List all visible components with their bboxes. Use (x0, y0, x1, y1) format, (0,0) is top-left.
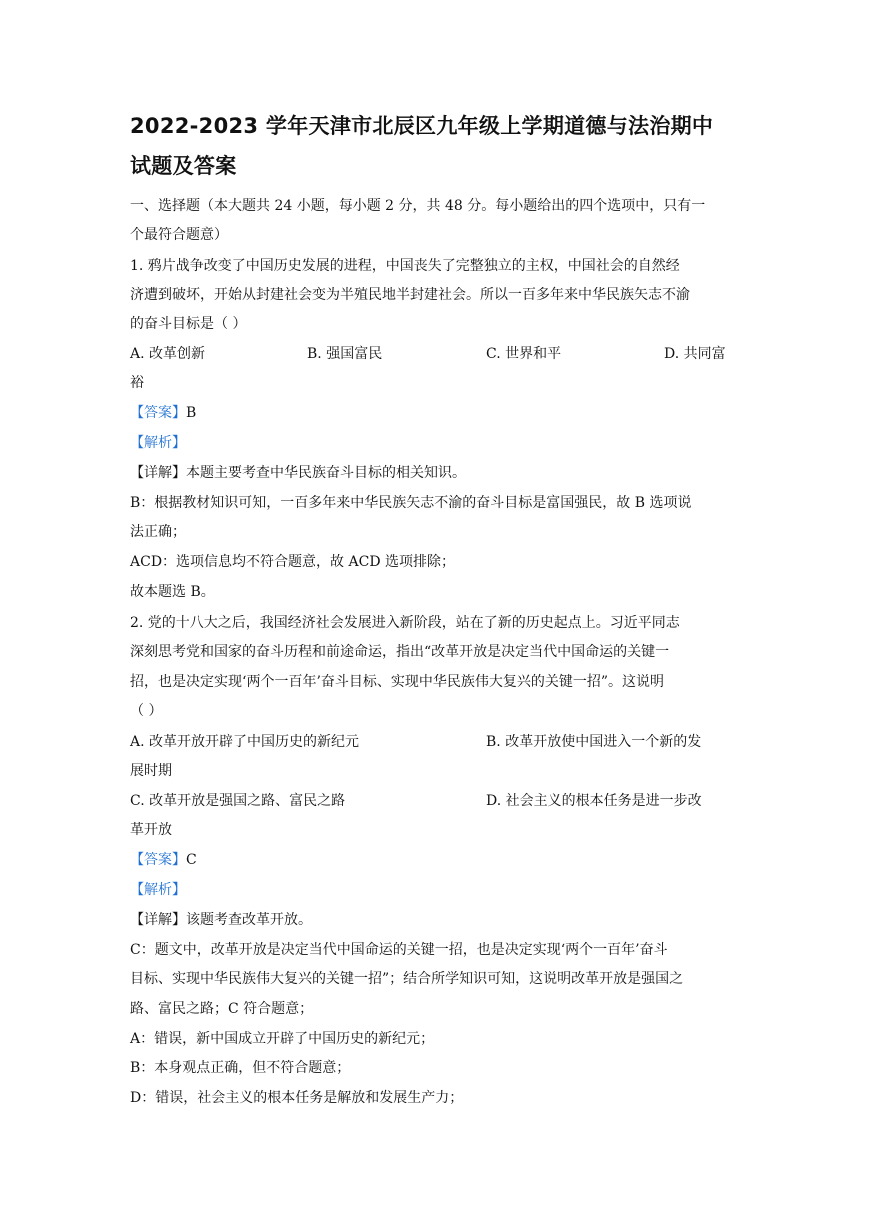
q2-explanation-line-1: C：题文中，改革开放是决定当代中国命运的关键一招，也是决定实现‘两个一百年’奋斗 (130, 942, 668, 958)
q1-explanation-line-1: B：根据教材知识可知，一百多年来中华民族矢志不渝的奋斗目标是富国强民，故 B 选项说 (130, 495, 692, 511)
q2-option-a: A. 改革开放开辟了中国历史的新纪元 (130, 734, 360, 750)
q2-option-d-continued: 革开放 (130, 822, 172, 838)
q2-explanation-line-6: D：错误，社会主义的根本任务是解放和发展生产力； (130, 1090, 464, 1106)
q1-option-b: B. 强国富民 (307, 346, 383, 362)
q1-explanation-line-2: 法正确； (130, 524, 186, 540)
q1-stem-line-3: 的奋斗目标是（ ） (130, 316, 247, 332)
q2-detail-text: 该题考查改革开放。 (186, 912, 312, 928)
document-title-line-1: 2022-2023 学年天津市北辰区九年级上学期道德与法治期中 (130, 114, 714, 138)
q2-answer-label: 【答案】 (130, 852, 186, 868)
q1-answer (130, 403, 742, 423)
q1-detail (130, 463, 742, 483)
q2-stem-line-3: 招，也是决定实现‘两个一百年’奋斗目标、实现中华民族伟大复兴的关键一招”。这说明 (130, 674, 665, 690)
q1-option-a: A. 改革创新 (130, 346, 206, 362)
q2-answer (130, 850, 742, 870)
q1-option-c: C. 世界和平 (486, 346, 562, 362)
q1-explanation-line-4: 故本题选 B。 (130, 584, 215, 600)
q2-option-b-continued: 展时期 (130, 763, 172, 779)
section-header-line-1: 一、选择题（本大题共 24 小题，每小题 2 分，共 48 分。每小题给出的四个选项中，只有一 (130, 198, 706, 214)
q1-detail-text: 本题主要考查中华民族奋斗目标的相关知识。 (186, 465, 466, 481)
q2-stem-line-2: 深刻思考党和国家的奋斗历程和前途命运，指出“改革开放是决定当代中国命运的关键一 (130, 644, 670, 660)
q2-explanation-line-5: B：本身观点正确，但不符合题意； (130, 1060, 351, 1076)
q2-analysis-label: 【解析】 (130, 882, 186, 898)
q1-option-d: D. 共同富 (664, 346, 726, 362)
q2-explanation-line-4: A：错误，新中国成立开辟了中国历史的新纪元； (130, 1031, 435, 1047)
q2-detail (130, 910, 742, 930)
section-header-line-2: 个最符合题意） (130, 227, 228, 243)
q2-stem-line-1: 2. 党的十八大之后，我国经济社会发展进入新阶段，站在了新的历史起点上。习近平同志 (130, 615, 680, 631)
document-title-line-2: 试题及答案 (130, 154, 237, 178)
q2-option-c: C. 改革开放是强国之路、富民之路 (130, 793, 346, 809)
q1-stem-line-1: 1. 鸦片战争改变了中国历史发展的进程，中国丧失了完整独立的主权，中国社会的自然经 (130, 258, 680, 274)
q1-stem-line-2: 济遭到破坏，开始从封建社会变为半殖民地半封建社会。所以一百多年来中华民族矢志不渝 (130, 287, 690, 303)
q1-explanation-line-3: ACD：选项信息均不符合题意，故 ACD 选项排除； (130, 554, 455, 570)
q1-answer-label: 【答案】 (130, 405, 186, 421)
q2-stem-line-4: （ ） (130, 703, 163, 719)
q2-explanation-line-3: 路、富民之路；C 符合题意； (130, 1001, 314, 1017)
q1-option-d-continued: 裕 (130, 375, 144, 391)
q1-analysis-label: 【解析】 (130, 435, 186, 451)
q2-detail-label: 【详解】 (130, 912, 186, 928)
q2-explanation-line-2: 目标、实现中华民族伟大复兴的关键一招”；结合所学知识可知，这说明改革开放是强国之 (130, 971, 684, 987)
q2-answer-value: C (186, 852, 197, 868)
q1-detail-label: 【详解】 (130, 465, 186, 481)
q2-option-b: B. 改革开放使中国进入一个新的发 (486, 734, 702, 750)
q2-option-d: D. 社会主义的根本任务是进一步改 (486, 793, 702, 809)
q1-answer-value: B (186, 405, 197, 421)
